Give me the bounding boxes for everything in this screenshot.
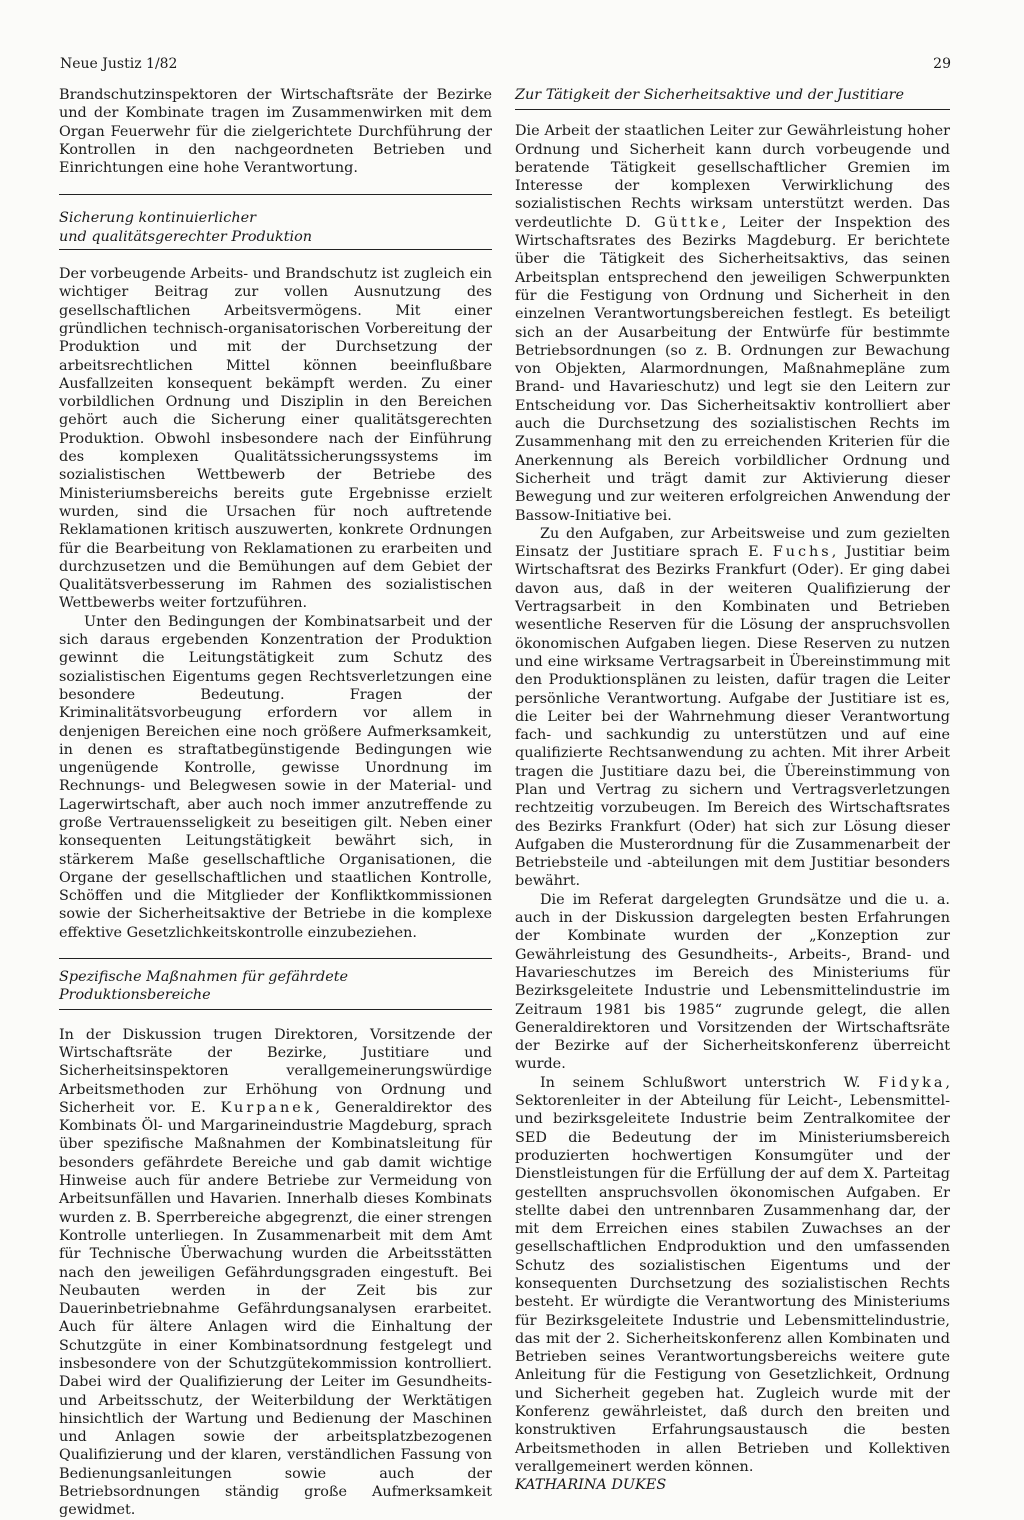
section-heading: Spezifische Maßnahmen für gefährdete Produktionsbereiche [59,969,349,1004]
body-paragraph: Der vorbeugende Arbeits- und Brandschutz ist zugleich ein wichtiger Beitrag zur vollen Ausnutzung des gesellschaftlichen Arbeitsvermögens. Mit einer gründlichen technisch-organisatorischen Vorbereitung der Produktion und mit der Durchsetzung der arbeitsrechtlichen Mittel können beeinflußbare Ausfallzeiten konsequent bekämpft werden. Zu einer vorbildlichen Ordnung und Disziplin in den Bereichen gehört auch die Sicherung einer qualitätsgerechten Produktion. Obwohl insbesondere nach der Einführung des komplexen Qualitätssicherungssystems im sozialistischen Wettbewerb der Betriebe des Ministeriumsbereichs bereits gute Ergebnisse erzielt wurden, sind die Ursachen für noch auftretende Reklamationen kritisch auszuwerten, konkrete Ordnungen für die Bearbeitung von Reklamationen zu erarbeiten und durchzusetzen und die Bemühungen auf dem Gebiet der Qualitätsverbesserung im Rahmen des sozialistischen Wettbewerbs weiter fortzuführen. [59,266,492,612]
running-header [60,56,951,78]
body-paragraph: Zu den Aufgaben, zur Arbeitsweise und zum gezielten Einsatz der Justitiare sprach E. Fuchs, Justitiar beim Wirtschaftsrat des Bezirks Frankfurt (Oder). Er ging dabei davon aus, daß in der weiteren Qualifizierung der Vertragsarbeit in den Kombinaten und Betrieben wesentliche Reserven für die Lösung der anspruchsvollen ökonomischen Aufgaben liegen. Diese Reserven zu nutzen und eine wirksame Vertragsarbeit in Übereinstimmung mit den Produktionsplänen zu leisten, dafür tragen die Leiter persönliche Verantwortung. Aufgabe der Justitiare ist es, die Leiter bei der Wahrnehmung dieser Verantwortung fach- und sachkundig zu unterstützen und auf eine qualifizierte Rechtsanwendung zu achten. Mit ihrer Arbeit tragen die Justitiare dazu bei, die Übereinstimmung von Plan und Vertrag zu sichern und Vertragsverletzungen rechtzeitig vorzubeugen. Im Bereich des Wirtschaftsrates des Bezirks Frankfurt (Oder) hat sich zur Lösung dieser Aufgaben die Musterordnung für die Zusammenarbeit der Betriebsteile und -abteilungen mit dem Justitiar besonders bewährt. [515,525,950,890]
body-paragraph: In der Diskussion trugen Direktoren, Vorsitzende der Wirtschaftsräte der Bezirke, Justitiare und Sicherheitsinspektoren verallgemeinerungswürdige Arbeitsmethoden zur Erhöhung von Ordnung und Sicherheit vor. E. Kurpanek, Generaldirektor des Kombinats Öl- und Margarineindustrie Magdeburg, sprach über spezifische Maßnahmen der Kombinatsleitung für besonders gefährdete Bereiche und gab damit wichtige Hinweise auch für andere Betriebe zur Vermeidung von Arbeitsunfällen und Havarien. Innerhalb dieses Kombinats wurden z. B. Sperrbereiche abgegrenzt, die einer strengen Kontrolle unterliegen. In Zusammenarbeit mit dem Amt für Technische Überwachung wurden die Arbeitsstätten nach den jeweiligen Gefährdungsgraden eingestuft. Bei Neubauten werden in der Zeit bis zur Dauerinbetriebnahme Gefährdungsanalysen erarbeitet. Auch für ältere Anlagen wird die Einhaltung der Schutzgüte in einer Kombinatsordnung festgelegt und insbesondere von der Schutzgütekommission kontrolliert. Dabei wird der Qualifizierung der Leiter im Gesundheits- und Arbeitsschutz, der Weiterbildung der Werktätigen hinsichtlich der Wartung und Bedienung der Maschinen und Anlagen sowie der arbeitsplatzbezogenen Qualifizierung und der klaren, verständlichen Fassung von Bedienungsanleitungen sowie auch der Betriebsordnungen ständig große Aufmerksamkeit gewidmet. [59,1026,492,1519]
body-paragraph: Die Arbeit der staatlichen Leiter zur Gewährleistung hoher Ordnung und Sicherheit kann durch vorbeugende und beratende Tätigkeit gesellschaftlicher Gremien im Interesse der komplexen Verwirklichung des sozialistischen Rechts wirksam unterstützt werden. Das verdeutlichte D. Güttke, Leiter der Inspektion des Wirtschaftsrates des Bezirks Magdeburg. Er berichtete über die Tätigkeit des Sicherheitsaktivs, das seinen Arbeitsplan entsprechend den jeweiligen Schwerpunkten für die Festigung von Ordnung und Sicherheit in den einzelnen Verantwortungsbereichen festlegt. Es beteiligt sich an der Ausarbeitung der Entwürfe für bestimmte Betriebsordnungen (so z. B. Ordnungen zur Bewachung von Objekten, Alarmordnungen, Maßnahmepläne zum Brand- und Havarieschutz) und legt sie den Leitern zur Entscheidung vor. Das Sicherheitsaktiv kontrolliert aber auch die Durchsetzung des sozialistischen Rechts im Zusammenhang mit den zu erreichenden Kriterien für die Anerkennung als Bereich vorbildlicher Ordnung und Sicherheit und trägt damit zur Aktivierung dieser Bewegung und zur weiteren erfolgreichen Anwendung der Bassow-Initiative bei. [515,123,950,524]
intro-paragraph: Brandschutzinspektoren der Wirtschaftsräte der Bezirke und der Kombinate tragen im Zusammenwirken mit dem Organ Feuerwehr für die zielgerichtete Durchführung der Kontrollen in den nachgeordneten Betrieben und Einrichtungen eine hohe Verantwortung. [59,87,492,177]
right-column [515,86,950,1495]
page-number: 29 [933,56,951,72]
left-column [59,86,492,1520]
section-heading-line1: Sicherung kontinuierlicher [59,210,257,227]
body-paragraph: Die im Referat dargelegten Grundsätze und die u. a. auch in der Diskussion dargelegten besten Erfahrungen der Kombinate wurden der „Konzeption zur Gewährleistung des Gesundheits-, Arbeits-, Brand- und Havarieschutzes im Bereich des Ministeriums für Bezirksgeleitete Industrie und Lebensmittelindustrie im Zeitraum 1981 bis 1985“ zugrunde gelegt, die allen Generaldirektoren und Vorsitzenden der Wirtschaftsräte der Bezirke auf der Sicherheitskonferenz überreicht wurde. [515,891,950,1073]
section-heading: Zur Tätigkeit der Sicherheitsaktive und der Justitiare [515,87,905,103]
person-name: Güttke [654,214,722,231]
body-paragraph: In seinem Schlußwort unterstrich W. Fidyka, Sektorenleiter in der Abteilung für Leicht-, Lebensmittel- und bezirksgeleitete Industrie beim Zentralkomitee der SED die Bedeutung der im Ministeriumsbereich produzierten hochwertigen Konsumgüter und der Dienstleistungen für die Erfüllung der auf dem X. Parteitag gestellten anspruchsvollen ökonomischen Aufgaben. Er stellte dabei den untrennbaren Zusammenhang dar, der mit dem Erreichen eines stabilen Zuwachses an der gesellschaftlichen Endproduktion und den umfassenden Schutz des sozialistischen Eigentums und der konsequenten Durchsetzung des sozialistischen Rechts besteht. Er würdigte die Verantwortung des Ministeriums für Bezirksgeleitete Industrie und Lebensmittelindustrie, das mit der 2. Sicherheitskonferenz allen Kombinaten und Betrieben seines Verantwortungsbereichs weitere gute Anleitung für die Festigung von Gesetzlichkeit, Ordnung und Sicherheit gegeben hat. Zugleich wurde mit der Konferenz gewährleistet, daß durch den breiten und konstruktiven Erfahrungsaustausch die besten Arbeitsmethoden in allen Betrieben und Kollektiven verallgemeinert werden können. [515,1074,950,1475]
person-name: Fidyka [878,1074,946,1091]
author-signature: KATHARINA DUKES [515,1477,667,1494]
body-paragraph: Unter den Bedingungen der Kombinatsarbeit und der sich daraus ergebenden Konzentration der Produktion gewinnt die Leitungstätigkeit zum Schutz des sozialistischen Eigentums gegen Rechtsverletzungen eine besondere Bedeutung. Fragen der Kriminalitätsvorbeugung erfordern vor allem in denjenigen Bereichen eine noch größere Aufmerksamkeit, in denen es straftatbegünstigende Bedingungen wie ungenügende Kontrolle, gewisse Unordnung im Rechnungs- und Belegwesen sowie in der Material- und Lagerwirtschaft, aber auch noch immer anzutreffende zu große Vertrauensseligkeit zu beseitigen gilt. Neben einer konsequenten Leitungstätigkeit bewährt sich, in stärkerem Maße gesellschaftliche Organisationen, die Organe der gesellschaftlichen und staatlichen Kontrolle, Schöffen und die Mitglieder der Konfliktkommissionen sowie der Sicherheitsaktive der Betriebe in die komplexe effektive Gesetzlichkeitskontrolle einzubeziehen. [59,613,492,941]
person-name: Fuchs [772,544,832,561]
person-name: Kurpanek [220,1099,316,1116]
section-heading-line2: und qualitätsgerechter Produktion [59,228,313,245]
journal-issue: Neue Justiz 1/82 [60,56,178,72]
